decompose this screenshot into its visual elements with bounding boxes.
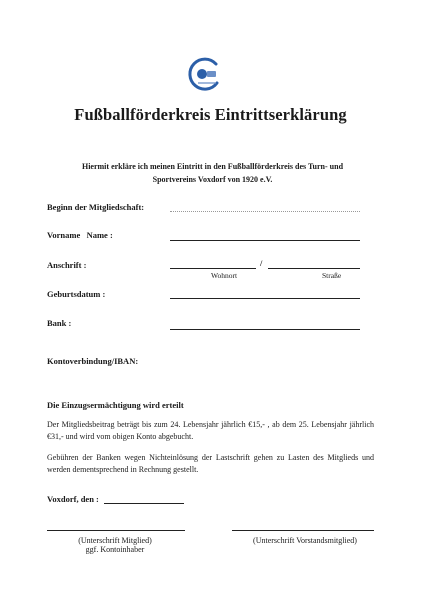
einzug-paragraph-1: Der Mitgliedsbeitrag beträgt bis zum 24. Lebensjahr jährlich €15,- , ab dem 25. Lebensjahr jährlich €31,- und wird vom obigen Konto abgebucht.	[47, 420, 374, 441]
signature-mitglied-caption-1: (Unterschrift Mitglied)	[78, 536, 152, 545]
club-logo-icon	[186, 55, 224, 93]
ort-datum-label: Voxdorf, den :	[47, 494, 99, 504]
intro-line-1: Hiermit erkläre ich meinen Eintritt in den Fußballförderkreis des Turn- und	[81, 162, 344, 171]
page-title: Fußballförderkreis Eintrittserklärung	[74, 105, 347, 124]
geburtsdatum-label: Geburtsdatum :	[47, 289, 106, 299]
kontoverbindung-label: Kontoverbindung/IBAN:	[47, 356, 139, 366]
signature-mitglied-caption	[40, 536, 190, 554]
bank-field[interactable]	[170, 329, 360, 330]
bank-label: Bank :	[47, 318, 72, 328]
strasse-field[interactable]	[268, 268, 360, 269]
signature-vorstand-line[interactable]	[232, 530, 374, 531]
vorname-name-field[interactable]	[170, 240, 360, 241]
vorname-name-label: Vorname Name :	[47, 230, 113, 240]
intro-line-2: Sportvereins Voxdorf von 1920 e.V.	[152, 175, 273, 184]
strasse-caption: Straße	[322, 271, 342, 280]
anschrift-label: Anschrift :	[47, 260, 87, 270]
intro-text	[40, 160, 385, 186]
wohnort-field[interactable]	[170, 268, 256, 269]
wohnort-caption: Wohnort	[211, 271, 238, 280]
geburtsdatum-field[interactable]	[170, 298, 360, 299]
signature-mitglied-caption-2: ggf. Kontoinhaber	[85, 545, 145, 554]
datum-field[interactable]	[104, 503, 184, 504]
anschrift-separator: /	[260, 258, 263, 268]
beginn-field[interactable]	[170, 211, 360, 212]
signature-mitglied-line[interactable]	[47, 530, 185, 531]
einzug-heading: Die Einzugsermächtigung wird erteilt	[47, 400, 184, 410]
signature-vorstand-caption: (Unterschrift Vorstandsmitglied)	[253, 536, 357, 545]
beginn-label: Beginn der Mitgliedschaft:	[47, 202, 145, 212]
einzug-paragraph-2: Gebühren der Banken wegen Nichteinlösung der Lastschrift gehen zu Lasten des Mitglieds und werden dementsprechend in Rechnung gestellt.	[47, 453, 374, 474]
